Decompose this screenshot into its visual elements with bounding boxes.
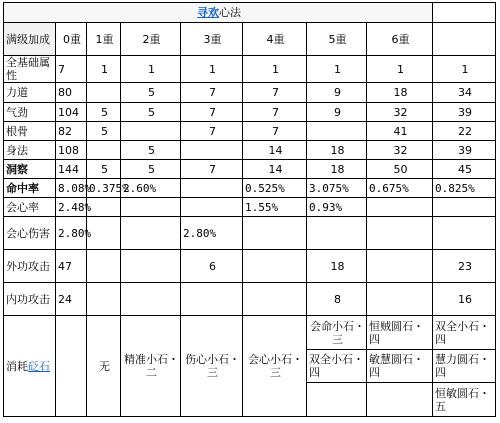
cost-cell-4: 会心小石・三: [243, 316, 307, 417]
row-cell: 7: [243, 83, 307, 103]
row-cell: [87, 83, 121, 103]
row-cell: 18: [367, 83, 433, 103]
row-cell: [181, 283, 243, 316]
row-cell: [307, 217, 367, 250]
row-cell: 5: [87, 160, 121, 179]
row-label: 根骨: [4, 122, 56, 141]
table-row: [4, 56, 496, 83]
cost-cell-5b: 双全小石・四: [307, 350, 367, 383]
cost-label: [4, 316, 56, 417]
table-row: [4, 141, 496, 160]
row-label: 外功攻击: [4, 250, 56, 283]
row-cell: [121, 283, 181, 316]
cost-cell-6b: 敏慧圆石・四: [367, 350, 433, 383]
level-header: 6重: [367, 23, 433, 56]
cost-label-link[interactable]: 砭石: [28, 359, 50, 373]
table-row: [4, 198, 496, 217]
xinfa-table: [3, 2, 496, 417]
row-cell: [433, 198, 496, 217]
level-header: 4重: [243, 23, 307, 56]
cost-cell-2: 精准小石・二: [121, 316, 181, 417]
row-cell: 39: [433, 141, 496, 160]
row-cell: 34: [433, 83, 496, 103]
level-header: 3重: [181, 23, 243, 56]
row-cell: 7: [181, 103, 243, 122]
stat-rows: [4, 56, 496, 316]
row-cell: 5: [121, 160, 181, 179]
row-cell: [367, 198, 433, 217]
row-cell: 32: [367, 103, 433, 122]
row-cell: 7: [243, 122, 307, 141]
level-header: 5重: [307, 23, 367, 56]
table-row: [4, 250, 496, 283]
row-cell: 14: [243, 141, 307, 160]
row-label: 内功攻击: [4, 283, 56, 316]
cost-label-prefix: 消耗: [6, 359, 28, 373]
cost-cell-7c: 恒敏圆石・五: [433, 383, 496, 417]
title-link[interactable]: 寻欢: [197, 6, 219, 19]
row-cell: 0.525%: [243, 179, 307, 198]
row-cell: 41: [367, 122, 433, 141]
row-cell: 2.48%: [56, 198, 87, 217]
cost-cell-1: 无: [87, 316, 121, 417]
row-cell: 2.80%: [56, 217, 87, 250]
row-cell: 8: [307, 283, 367, 316]
row-cell: [367, 217, 433, 250]
table-row: [4, 103, 496, 122]
cost-cell-7a: 双全小石・四: [433, 316, 496, 350]
row-cell: 1: [243, 56, 307, 83]
row-cell: 32: [367, 141, 433, 160]
row-cell: 1: [307, 56, 367, 83]
table-row: [4, 160, 496, 179]
table-row: [4, 283, 496, 316]
row-cell: 5: [121, 103, 181, 122]
row-cell: [243, 250, 307, 283]
row-cell: 45: [433, 160, 496, 179]
cost-cell-5c: [307, 383, 367, 417]
row-label: 力道: [4, 83, 56, 103]
row-cell: 7: [181, 83, 243, 103]
row-cell: [87, 283, 121, 316]
row-cell: 108: [56, 141, 87, 160]
row-cell: 0.675%: [367, 179, 433, 198]
row-cell: 2.80%: [181, 217, 243, 250]
table-title: [4, 3, 433, 23]
row-cell: 18: [307, 250, 367, 283]
row-cell: 0.93%: [307, 198, 367, 217]
level-header-extra: [433, 23, 496, 56]
header-row: [4, 23, 496, 56]
row-cell: 6: [181, 250, 243, 283]
row-cell: [87, 217, 121, 250]
row-cell: 3.075%: [307, 179, 367, 198]
table-row: [4, 83, 496, 103]
row-cell: [87, 141, 121, 160]
row-cell: 24: [56, 283, 87, 316]
row-cell: 1: [367, 56, 433, 83]
cost-cell-0: [56, 316, 87, 417]
row-cell: 82: [56, 122, 87, 141]
title-spacer: [433, 3, 496, 23]
row-cell: [181, 198, 243, 217]
row-cell: 5: [121, 83, 181, 103]
cost-cell-6a: 恒贼圆石・四: [367, 316, 433, 350]
row-label: 命中率: [4, 179, 56, 198]
row-cell: 1: [181, 56, 243, 83]
row-cell: 2.60%: [121, 179, 181, 198]
level-header: 0重: [56, 23, 87, 56]
row-cell: 7: [243, 103, 307, 122]
row-cell: 5: [87, 103, 121, 122]
row-cell: 22: [433, 122, 496, 141]
row-cell: 16: [433, 283, 496, 316]
row-cell: [243, 283, 307, 316]
row-cell: [181, 141, 243, 160]
row-label: 身法: [4, 141, 56, 160]
row-cell: 5: [87, 122, 121, 141]
row-cell: [367, 283, 433, 316]
table-row: [4, 217, 496, 250]
corner-cell: 满级加成: [4, 23, 56, 56]
row-cell: 7: [56, 56, 87, 83]
cost-cell-6c: [367, 383, 433, 417]
row-cell: 1: [433, 56, 496, 83]
row-cell: 18: [307, 141, 367, 160]
row-cell: [121, 217, 181, 250]
row-label: 会心率: [4, 198, 56, 217]
cost-cell-5a: 会命小石・三: [307, 316, 367, 350]
row-label: 气劲: [4, 103, 56, 122]
row-cell: [181, 179, 243, 198]
row-cell: 0.825%: [433, 179, 496, 198]
row-cell: 50: [367, 160, 433, 179]
row-cell: [121, 250, 181, 283]
row-cell: [121, 198, 181, 217]
row-cell: 39: [433, 103, 496, 122]
row-cell: [433, 217, 496, 250]
cost-cell-3: 伤心小石・三: [181, 316, 243, 417]
row-cell: 5: [121, 141, 181, 160]
row-cell: 14: [243, 160, 307, 179]
title-text: 心法: [219, 6, 241, 19]
cost-row-1: [4, 316, 496, 350]
row-cell: [87, 198, 121, 217]
row-label: 会心伤害: [4, 217, 56, 250]
row-cell: 9: [307, 103, 367, 122]
row-cell: 23: [433, 250, 496, 283]
row-cell: 80: [56, 83, 87, 103]
cost-cell-7b: 慧力圆石・四: [433, 350, 496, 383]
row-cell: [121, 122, 181, 141]
row-cell: [307, 122, 367, 141]
row-cell: 144: [56, 160, 87, 179]
row-cell: 7: [181, 160, 243, 179]
row-cell: 1.55%: [243, 198, 307, 217]
row-cell: [87, 250, 121, 283]
row-label: 全基础属性: [4, 56, 56, 83]
row-label: 洞察: [4, 160, 56, 179]
row-cell: [243, 217, 307, 250]
table-row: [4, 122, 496, 141]
row-cell: 47: [56, 250, 87, 283]
row-cell: 9: [307, 83, 367, 103]
row-cell: 7: [181, 122, 243, 141]
row-cell: 0.375%: [87, 179, 121, 198]
row-cell: 1: [87, 56, 121, 83]
row-cell: 104: [56, 103, 87, 122]
row-cell: [367, 250, 433, 283]
level-header: 2重: [121, 23, 181, 56]
row-cell: 1: [121, 56, 181, 83]
table-row: [4, 179, 496, 198]
row-cell: 8.08%: [56, 179, 87, 198]
level-header: 1重: [87, 23, 121, 56]
row-cell: 18: [307, 160, 367, 179]
